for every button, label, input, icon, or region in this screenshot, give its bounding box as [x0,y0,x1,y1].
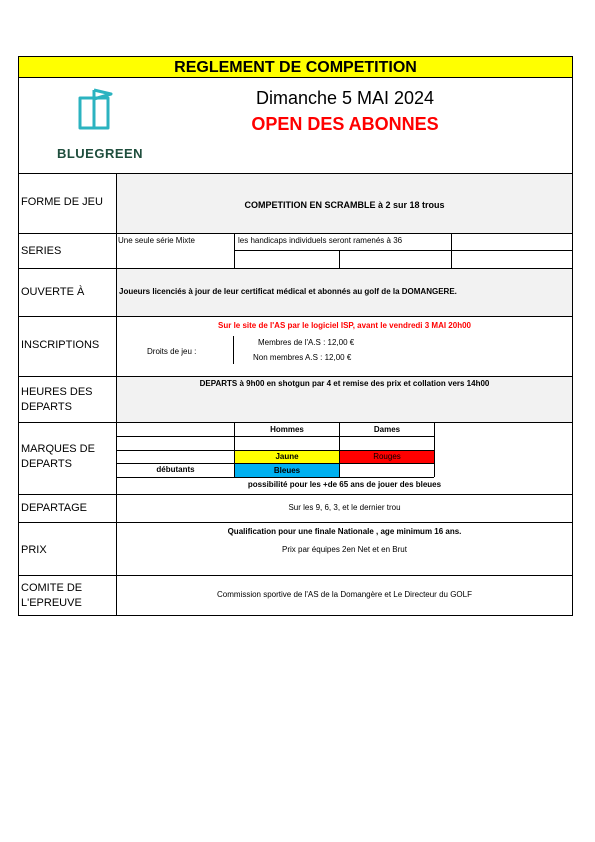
series-divider [339,250,340,268]
marques-grid [116,477,434,478]
label-ouverte: OUVERTE À [21,286,85,298]
debutants-label: débutants [156,465,195,474]
heures-value: DEPARTS à 9h00 en shotgun par 4 et remise des prix et collation vers 14h00 [199,379,490,388]
event-date: Dimanche 5 MAI 2024 [255,88,435,108]
marques-grid [116,436,434,437]
prix-line2: Prix par équipes 2en Net et en Brut [282,545,407,554]
label-marques: MARQUES DE DEPARTS [21,443,95,470]
flag-building-icon [45,86,155,138]
label-comite: COMITE DE L'EPREUVE [21,582,83,609]
hommes-header: Hommes [270,425,304,434]
bluegreen-logo [45,86,155,166]
row-divider [18,575,573,576]
label-heures: HEURES DES DEPARTS [21,386,93,413]
series-col1: Une seule série Mixte [118,236,195,245]
marques-grid [434,422,435,477]
comite-value: Commission sportive de l'AS de la Domangère et Le Directeur du GOLF [217,590,472,599]
label-inscriptions: INSCRIPTIONS [21,339,100,351]
label-series: SERIES [21,245,62,257]
row-divider [18,316,573,317]
logo-text: BLUEGREEN [56,146,144,161]
row-divider [18,233,573,234]
non-membres-fee: Non membres A.S : 12,00 € [253,353,352,362]
ouverte-value: Joueurs licenciés à jour de leur certificat médical et abonnés au golf de la DOMANGERE. [119,287,457,296]
series-divider [234,250,573,251]
series-col2: les handicaps individuels seront ramenés à 36 [238,236,403,245]
series-divider [451,233,452,268]
series-divider [234,233,235,268]
forme-value: COMPETITION EN SCRAMBLE à 2 sur 18 trous [244,200,445,210]
label-prix: PRIX [21,544,47,556]
droits-separator [233,336,234,364]
rouges-cell: Rouges [340,451,434,463]
membres-fee: Membres de l'A.S : 12,00 € [258,338,355,347]
droits-label: Droits de jeu : [147,347,197,356]
departage-value: Sur les 9, 6, 3, et le dernier trou [288,503,401,512]
bleues-cell: Bleues [235,464,339,477]
label-departage: DEPARTAGE [21,502,88,514]
prix-line1: Qualification pour une finale Nationale , age minimum 16 ans. [227,527,462,536]
page-title: REGLEMENT DE COMPETITION [19,57,572,78]
row-divider [18,422,573,423]
row-divider [18,494,573,495]
marques-note: possibilité pour les +de 65 ans de jouer des bleues [247,480,442,489]
label-forme: FORME DE JEU [21,196,103,208]
dames-header: Dames [373,425,401,434]
jaune-cell: Jaune [235,451,339,463]
row-divider [18,522,573,523]
event-name: OPEN DES ABONNES [251,114,439,134]
inscriptions-note: Sur le site de l'AS par le logiciel ISP, avant le vendredi 3 MAI 20h00 [218,321,471,330]
